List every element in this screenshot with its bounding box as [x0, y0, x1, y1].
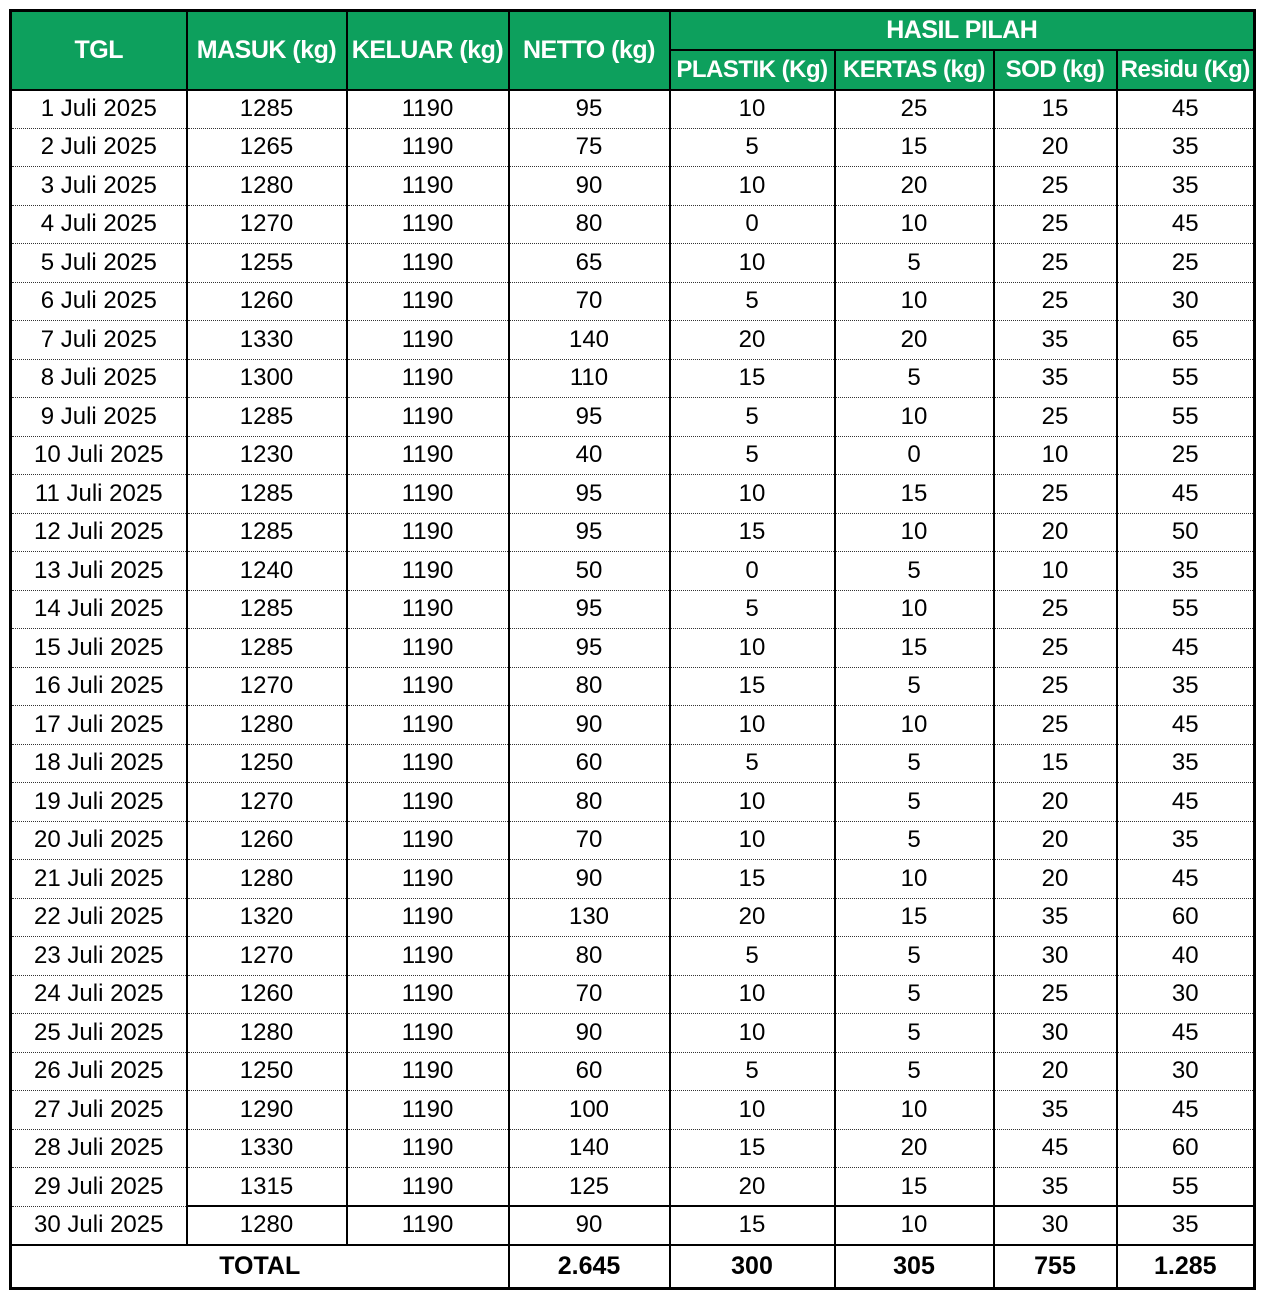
- cell-netto: 80: [509, 667, 670, 706]
- cell-masuk: 1230: [187, 436, 347, 475]
- cell-masuk: 1270: [187, 667, 347, 706]
- cell-masuk: 1320: [187, 898, 347, 937]
- cell-kertas: 15: [835, 1168, 994, 1207]
- cell-kertas: 10: [835, 706, 994, 745]
- cell-tgl: 5 Juli 2025: [11, 244, 187, 283]
- cell-masuk: 1260: [187, 975, 347, 1014]
- cell-masuk: 1330: [187, 1129, 347, 1168]
- cell-tgl: 6 Juli 2025: [11, 282, 187, 321]
- cell-residu: 25: [1117, 244, 1255, 283]
- cell-tgl: 2 Juli 2025: [11, 128, 187, 167]
- header-hasil-pilah: HASIL PILAH: [670, 11, 1255, 50]
- cell-tgl: 18 Juli 2025: [11, 744, 187, 783]
- total-netto: 2.645: [509, 1245, 670, 1289]
- cell-kertas: 10: [835, 1091, 994, 1130]
- cell-sod: 25: [994, 282, 1117, 321]
- cell-netto: 140: [509, 321, 670, 360]
- cell-masuk: 1285: [187, 475, 347, 514]
- cell-sod: 25: [994, 475, 1117, 514]
- table-row: [11, 1014, 1255, 1053]
- cell-keluar: 1190: [347, 783, 509, 822]
- cell-residu: 25: [1117, 436, 1255, 475]
- cell-kertas: 10: [835, 282, 994, 321]
- cell-plastik: 5: [670, 436, 835, 475]
- cell-kertas: 20: [835, 167, 994, 206]
- cell-residu: 45: [1117, 706, 1255, 745]
- cell-residu: 30: [1117, 1052, 1255, 1091]
- cell-masuk: 1270: [187, 783, 347, 822]
- cell-masuk: 1280: [187, 1206, 347, 1245]
- cell-plastik: 10: [670, 821, 835, 860]
- cell-plastik: 0: [670, 205, 835, 244]
- cell-kertas: 10: [835, 590, 994, 629]
- cell-masuk: 1270: [187, 205, 347, 244]
- cell-netto: 110: [509, 359, 670, 398]
- cell-residu: 35: [1117, 552, 1255, 591]
- cell-sod: 25: [994, 590, 1117, 629]
- cell-tgl: 12 Juli 2025: [11, 513, 187, 552]
- cell-masuk: 1250: [187, 744, 347, 783]
- cell-keluar: 1190: [347, 475, 509, 514]
- cell-masuk: 1285: [187, 90, 347, 129]
- cell-kertas: 5: [835, 744, 994, 783]
- cell-kertas: 10: [835, 860, 994, 899]
- table-row: [11, 359, 1255, 398]
- cell-tgl: 7 Juli 2025: [11, 321, 187, 360]
- cell-keluar: 1190: [347, 436, 509, 475]
- table-row: [11, 436, 1255, 475]
- cell-keluar: 1190: [347, 359, 509, 398]
- cell-netto: 75: [509, 128, 670, 167]
- table-row: [11, 629, 1255, 668]
- cell-plastik: 15: [670, 513, 835, 552]
- header-residu: Residu (Kg): [1117, 50, 1255, 90]
- cell-netto: 130: [509, 898, 670, 937]
- table-row: [11, 667, 1255, 706]
- cell-netto: 40: [509, 436, 670, 475]
- cell-masuk: 1285: [187, 629, 347, 668]
- cell-plastik: 10: [670, 783, 835, 822]
- cell-netto: 95: [509, 90, 670, 129]
- cell-tgl: 21 Juli 2025: [11, 860, 187, 899]
- cell-residu: 45: [1117, 205, 1255, 244]
- cell-tgl: 29 Juli 2025: [11, 1168, 187, 1207]
- cell-keluar: 1190: [347, 667, 509, 706]
- table-row: [11, 590, 1255, 629]
- cell-tgl: 10 Juli 2025: [11, 436, 187, 475]
- cell-masuk: 1315: [187, 1168, 347, 1207]
- cell-netto: 95: [509, 590, 670, 629]
- cell-masuk: 1285: [187, 398, 347, 437]
- cell-netto: 100: [509, 1091, 670, 1130]
- cell-residu: 60: [1117, 898, 1255, 937]
- cell-sod: 25: [994, 398, 1117, 437]
- cell-masuk: 1285: [187, 590, 347, 629]
- cell-masuk: 1255: [187, 244, 347, 283]
- cell-masuk: 1280: [187, 167, 347, 206]
- cell-plastik: 15: [670, 1129, 835, 1168]
- cell-plastik: 15: [670, 667, 835, 706]
- cell-masuk: 1280: [187, 1014, 347, 1053]
- total-row: [11, 1245, 1255, 1289]
- cell-kertas: 5: [835, 821, 994, 860]
- header-plastik: PLASTIK (Kg): [670, 50, 835, 90]
- cell-sod: 35: [994, 359, 1117, 398]
- cell-kertas: 5: [835, 244, 994, 283]
- cell-residu: 45: [1117, 90, 1255, 129]
- cell-tgl: 4 Juli 2025: [11, 205, 187, 244]
- table-row: [11, 244, 1255, 283]
- cell-plastik: 5: [670, 1052, 835, 1091]
- cell-keluar: 1190: [347, 282, 509, 321]
- cell-masuk: 1280: [187, 860, 347, 899]
- cell-netto: 95: [509, 475, 670, 514]
- cell-netto: 95: [509, 513, 670, 552]
- header-sod: SOD (kg): [994, 50, 1117, 90]
- cell-netto: 90: [509, 1206, 670, 1245]
- cell-keluar: 1190: [347, 1091, 509, 1130]
- table-row: [11, 128, 1255, 167]
- cell-plastik: 5: [670, 282, 835, 321]
- table-footer: [11, 1245, 1255, 1289]
- cell-sod: 35: [994, 321, 1117, 360]
- table-row: [11, 1091, 1255, 1130]
- cell-sod: 35: [994, 1168, 1117, 1207]
- cell-residu: 35: [1117, 667, 1255, 706]
- cell-sod: 25: [994, 205, 1117, 244]
- cell-keluar: 1190: [347, 1014, 509, 1053]
- cell-residu: 35: [1117, 1206, 1255, 1245]
- cell-sod: 20: [994, 513, 1117, 552]
- cell-kertas: 15: [835, 128, 994, 167]
- cell-kertas: 25: [835, 90, 994, 129]
- table-row: [11, 821, 1255, 860]
- cell-netto: 90: [509, 860, 670, 899]
- cell-keluar: 1190: [347, 898, 509, 937]
- cell-keluar: 1190: [347, 128, 509, 167]
- cell-kertas: 15: [835, 629, 994, 668]
- cell-kertas: 0: [835, 436, 994, 475]
- cell-kertas: 5: [835, 359, 994, 398]
- cell-kertas: 15: [835, 475, 994, 514]
- cell-tgl: 13 Juli 2025: [11, 552, 187, 591]
- cell-plastik: 5: [670, 744, 835, 783]
- cell-netto: 80: [509, 937, 670, 976]
- cell-plastik: 5: [670, 398, 835, 437]
- table-row: [11, 706, 1255, 745]
- cell-tgl: 22 Juli 2025: [11, 898, 187, 937]
- cell-netto: 70: [509, 975, 670, 1014]
- cell-keluar: 1190: [347, 90, 509, 129]
- cell-plastik: 20: [670, 1168, 835, 1207]
- cell-kertas: 5: [835, 783, 994, 822]
- cell-plastik: 10: [670, 975, 835, 1014]
- cell-masuk: 1285: [187, 513, 347, 552]
- cell-plastik: 10: [670, 167, 835, 206]
- cell-tgl: 8 Juli 2025: [11, 359, 187, 398]
- cell-plastik: 10: [670, 629, 835, 668]
- table-row: [11, 552, 1255, 591]
- cell-sod: 25: [994, 167, 1117, 206]
- cell-keluar: 1190: [347, 821, 509, 860]
- cell-tgl: 24 Juli 2025: [11, 975, 187, 1014]
- cell-masuk: 1240: [187, 552, 347, 591]
- table-row: [11, 1129, 1255, 1168]
- cell-sod: 25: [994, 244, 1117, 283]
- cell-residu: 45: [1117, 629, 1255, 668]
- cell-netto: 90: [509, 167, 670, 206]
- cell-sod: 10: [994, 552, 1117, 591]
- cell-kertas: 10: [835, 398, 994, 437]
- cell-sod: 35: [994, 1091, 1117, 1130]
- table-row: [11, 90, 1255, 129]
- cell-keluar: 1190: [347, 552, 509, 591]
- cell-netto: 65: [509, 244, 670, 283]
- cell-netto: 125: [509, 1168, 670, 1207]
- cell-tgl: 9 Juli 2025: [11, 398, 187, 437]
- cell-kertas: 20: [835, 1129, 994, 1168]
- cell-netto: 95: [509, 629, 670, 668]
- cell-plastik: 15: [670, 860, 835, 899]
- cell-residu: 30: [1117, 975, 1255, 1014]
- total-residu: 1.285: [1117, 1245, 1255, 1289]
- cell-kertas: 10: [835, 1206, 994, 1245]
- cell-masuk: 1260: [187, 282, 347, 321]
- cell-residu: 55: [1117, 359, 1255, 398]
- cell-netto: 80: [509, 205, 670, 244]
- cell-keluar: 1190: [347, 167, 509, 206]
- cell-sod: 20: [994, 783, 1117, 822]
- cell-tgl: 1 Juli 2025: [11, 90, 187, 129]
- cell-tgl: 23 Juli 2025: [11, 937, 187, 976]
- cell-plastik: 5: [670, 128, 835, 167]
- cell-sod: 20: [994, 860, 1117, 899]
- table-row: [11, 1052, 1255, 1091]
- cell-masuk: 1250: [187, 1052, 347, 1091]
- cell-sod: 30: [994, 1206, 1117, 1245]
- cell-keluar: 1190: [347, 1052, 509, 1091]
- cell-keluar: 1190: [347, 321, 509, 360]
- cell-keluar: 1190: [347, 937, 509, 976]
- cell-sod: 25: [994, 706, 1117, 745]
- cell-plastik: 15: [670, 1206, 835, 1245]
- cell-tgl: 30 Juli 2025: [11, 1206, 187, 1245]
- cell-tgl: 20 Juli 2025: [11, 821, 187, 860]
- cell-residu: 30: [1117, 282, 1255, 321]
- cell-masuk: 1330: [187, 321, 347, 360]
- cell-residu: 55: [1117, 590, 1255, 629]
- cell-keluar: 1190: [347, 629, 509, 668]
- cell-residu: 55: [1117, 398, 1255, 437]
- cell-sod: 25: [994, 975, 1117, 1014]
- cell-masuk: 1265: [187, 128, 347, 167]
- cell-sod: 25: [994, 667, 1117, 706]
- cell-plastik: 10: [670, 1091, 835, 1130]
- cell-residu: 35: [1117, 167, 1255, 206]
- cell-kertas: 20: [835, 321, 994, 360]
- cell-keluar: 1190: [347, 590, 509, 629]
- table-row: [11, 167, 1255, 206]
- cell-masuk: 1280: [187, 706, 347, 745]
- cell-sod: 35: [994, 898, 1117, 937]
- cell-plastik: 10: [670, 706, 835, 745]
- cell-kertas: 5: [835, 975, 994, 1014]
- header-kertas: KERTAS (kg): [835, 50, 994, 90]
- header-tgl: TGL: [11, 11, 187, 90]
- cell-plastik: 20: [670, 898, 835, 937]
- cell-netto: 60: [509, 1052, 670, 1091]
- table-row: [11, 475, 1255, 514]
- header-masuk: MASUK (kg): [187, 11, 347, 90]
- cell-sod: 45: [994, 1129, 1117, 1168]
- cell-plastik: 5: [670, 590, 835, 629]
- cell-tgl: 16 Juli 2025: [11, 667, 187, 706]
- table-row: [11, 937, 1255, 976]
- cell-kertas: 15: [835, 898, 994, 937]
- header-keluar: KELUAR (kg): [347, 11, 509, 90]
- cell-residu: 45: [1117, 1091, 1255, 1130]
- cell-keluar: 1190: [347, 1206, 509, 1245]
- cell-residu: 45: [1117, 475, 1255, 514]
- cell-plastik: 10: [670, 1014, 835, 1053]
- cell-kertas: 5: [835, 552, 994, 591]
- cell-plastik: 0: [670, 552, 835, 591]
- table-row: [11, 205, 1255, 244]
- table-row: [11, 398, 1255, 437]
- cell-sod: 15: [994, 744, 1117, 783]
- cell-tgl: 27 Juli 2025: [11, 1091, 187, 1130]
- cell-masuk: 1300: [187, 359, 347, 398]
- cell-kertas: 5: [835, 1052, 994, 1091]
- table-row: [11, 1168, 1255, 1207]
- cell-residu: 45: [1117, 1014, 1255, 1053]
- cell-keluar: 1190: [347, 513, 509, 552]
- table-body: [11, 90, 1255, 1245]
- cell-plastik: 10: [670, 90, 835, 129]
- cell-keluar: 1190: [347, 205, 509, 244]
- cell-keluar: 1190: [347, 706, 509, 745]
- cell-netto: 140: [509, 1129, 670, 1168]
- table-row: [11, 783, 1255, 822]
- cell-netto: 50: [509, 552, 670, 591]
- cell-keluar: 1190: [347, 398, 509, 437]
- cell-masuk: 1290: [187, 1091, 347, 1130]
- cell-keluar: 1190: [347, 244, 509, 283]
- table-row: [11, 975, 1255, 1014]
- cell-netto: 90: [509, 1014, 670, 1053]
- cell-residu: 45: [1117, 860, 1255, 899]
- cell-tgl: 3 Juli 2025: [11, 167, 187, 206]
- cell-residu: 65: [1117, 321, 1255, 360]
- cell-keluar: 1190: [347, 1168, 509, 1207]
- cell-residu: 45: [1117, 783, 1255, 822]
- cell-residu: 60: [1117, 1129, 1255, 1168]
- total-kertas: 305: [835, 1245, 994, 1289]
- cell-netto: 70: [509, 282, 670, 321]
- cell-sod: 20: [994, 821, 1117, 860]
- table-header: [11, 11, 1255, 90]
- cell-residu: 35: [1117, 744, 1255, 783]
- table-row: [11, 321, 1255, 360]
- cell-sod: 25: [994, 629, 1117, 668]
- cell-sod: 15: [994, 90, 1117, 129]
- cell-keluar: 1190: [347, 975, 509, 1014]
- cell-kertas: 5: [835, 937, 994, 976]
- waste-report-table: [9, 9, 1256, 1290]
- cell-tgl: 17 Juli 2025: [11, 706, 187, 745]
- cell-tgl: 15 Juli 2025: [11, 629, 187, 668]
- cell-residu: 40: [1117, 937, 1255, 976]
- total-sod: 755: [994, 1245, 1117, 1289]
- cell-sod: 30: [994, 937, 1117, 976]
- cell-plastik: 5: [670, 937, 835, 976]
- table-row: [11, 744, 1255, 783]
- total-label: TOTAL: [11, 1245, 509, 1289]
- cell-residu: 50: [1117, 513, 1255, 552]
- cell-kertas: 10: [835, 205, 994, 244]
- cell-netto: 95: [509, 398, 670, 437]
- cell-netto: 90: [509, 706, 670, 745]
- cell-kertas: 5: [835, 1014, 994, 1053]
- table-row: [11, 1206, 1255, 1245]
- cell-sod: 10: [994, 436, 1117, 475]
- table-row: [11, 898, 1255, 937]
- cell-keluar: 1190: [347, 1129, 509, 1168]
- header-netto: NETTO (kg): [509, 11, 670, 90]
- cell-tgl: 26 Juli 2025: [11, 1052, 187, 1091]
- cell-sod: 30: [994, 1014, 1117, 1053]
- cell-masuk: 1270: [187, 937, 347, 976]
- cell-kertas: 5: [835, 667, 994, 706]
- cell-plastik: 20: [670, 321, 835, 360]
- total-plastik: 300: [670, 1245, 835, 1289]
- cell-residu: 35: [1117, 128, 1255, 167]
- cell-tgl: 25 Juli 2025: [11, 1014, 187, 1053]
- cell-keluar: 1190: [347, 860, 509, 899]
- cell-residu: 35: [1117, 821, 1255, 860]
- cell-netto: 60: [509, 744, 670, 783]
- cell-sod: 20: [994, 1052, 1117, 1091]
- cell-masuk: 1260: [187, 821, 347, 860]
- cell-tgl: 11 Juli 2025: [11, 475, 187, 514]
- table-row: [11, 513, 1255, 552]
- cell-keluar: 1190: [347, 744, 509, 783]
- cell-tgl: 19 Juli 2025: [11, 783, 187, 822]
- cell-netto: 70: [509, 821, 670, 860]
- table-row: [11, 860, 1255, 899]
- cell-residu: 55: [1117, 1168, 1255, 1207]
- cell-tgl: 28 Juli 2025: [11, 1129, 187, 1168]
- cell-plastik: 15: [670, 359, 835, 398]
- cell-netto: 80: [509, 783, 670, 822]
- cell-plastik: 10: [670, 475, 835, 514]
- cell-kertas: 10: [835, 513, 994, 552]
- cell-plastik: 10: [670, 244, 835, 283]
- cell-tgl: 14 Juli 2025: [11, 590, 187, 629]
- table-row: [11, 282, 1255, 321]
- cell-sod: 20: [994, 128, 1117, 167]
